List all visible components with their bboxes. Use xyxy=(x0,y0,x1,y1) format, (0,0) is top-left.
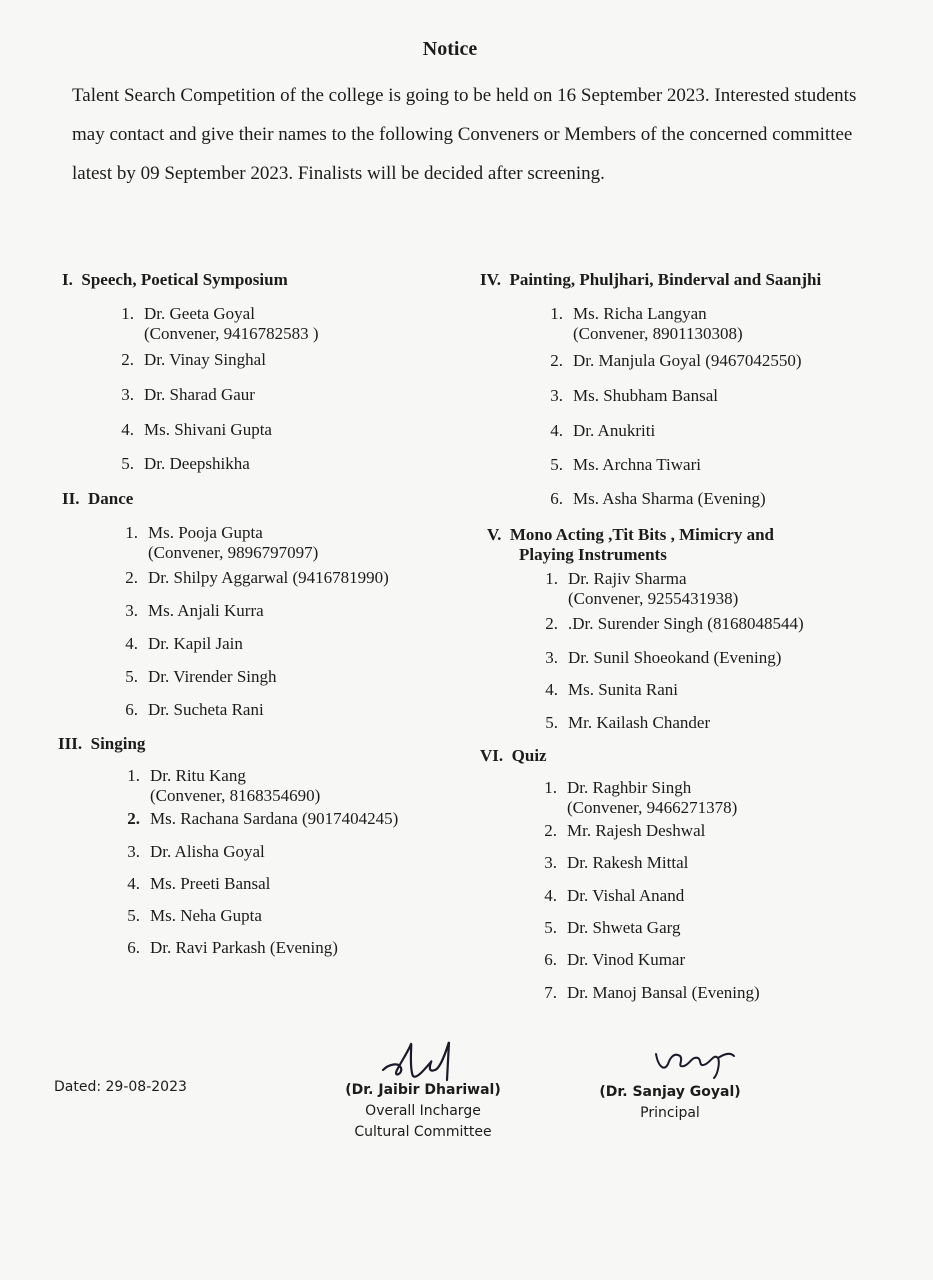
list-item: 3. Ms. Shubham Bansal xyxy=(550,386,718,405)
list-item: 5. Dr. Shweta Garg xyxy=(544,918,681,937)
list-item: 1. Dr. Geeta Goyal (Convener, 9416782583 ) xyxy=(121,304,319,343)
section-heading: III. Singing xyxy=(58,734,146,753)
list-item: 4. Ms. Preeti Bansal xyxy=(127,874,271,893)
principal-signature xyxy=(650,1044,740,1080)
section-quiz xyxy=(480,746,547,766)
list-item: 1. Dr. Ritu Kang (Convener, 8168354690) xyxy=(127,766,321,805)
list-item: 1. Ms. Richa Langyan (Convener, 8901130308) xyxy=(550,304,743,343)
section-dance xyxy=(62,489,133,509)
notice-title: Notice xyxy=(422,38,478,60)
notice-intro: Talent Search Competition of the college is going to be held on 16 September 2023. Interested students may contact and give their names to the following Conveners or Members of the concerned committee latest by 09 September 2023. Finalists will be decided after screening. xyxy=(72,85,857,184)
list-item: 2. Mr. Rajesh Deshwal xyxy=(544,821,706,840)
list-item: 4. Dr. Vishal Anand xyxy=(544,886,685,905)
list-item: 3. Ms. Anjali Kurra xyxy=(125,601,264,620)
list-item: 2. Dr. Shilpy Aggarwal (9416781990) xyxy=(125,568,389,587)
list-item: 1. Dr. Rajiv Sharma (Convener, 9255431938) xyxy=(545,569,739,608)
section-heading: V. Mono Acting ,Tit Bits , Mimicry and xyxy=(487,525,774,544)
list-item: 1. Ms. Pooja Gupta (Convener, 9896797097) xyxy=(125,523,319,562)
principal-role: Principal xyxy=(640,1105,700,1121)
list-item: 6. Dr. Sucheta Rani xyxy=(125,700,264,719)
list-item: 5. Ms. Neha Gupta xyxy=(127,906,262,925)
section-heading: VI. Quiz xyxy=(480,746,547,765)
incharge-committee: Cultural Committee xyxy=(354,1124,492,1140)
list-item: 2. Dr. Vinay Singhal xyxy=(121,350,266,369)
list-item: 1. Dr. Raghbir Singh (Convener, 9466271378) xyxy=(544,778,738,817)
list-item: 6. Dr. Ravi Parkash (Evening) xyxy=(127,938,338,957)
list-item: 6. Dr. Vinod Kumar xyxy=(544,950,686,969)
incharge-name: (Dr. Jaibir Dhariwal) xyxy=(345,1082,501,1098)
section-heading-line2: Playing Instruments xyxy=(519,545,667,564)
list-item: 3. Dr. Rakesh Mittal xyxy=(544,853,689,872)
section-heading: I. Speech, Poetical Symposium xyxy=(62,270,288,289)
section-singing xyxy=(58,734,145,754)
incharge-role: Overall Incharge xyxy=(365,1103,481,1119)
dated-line: Dated: 29-08-2023 xyxy=(54,1079,187,1095)
section-painting xyxy=(480,270,821,290)
list-item: 2. .Dr. Surender Singh (8168048544) xyxy=(545,614,804,633)
list-item: 3. Dr. Sunil Shoeokand (Evening) xyxy=(545,648,782,667)
list-item: 7. Dr. Manoj Bansal (Evening) xyxy=(544,983,760,1002)
list-item: 4. Dr. Kapil Jain xyxy=(125,634,243,653)
list-item: 3. Dr. Sharad Gaur xyxy=(121,385,255,404)
section-speech xyxy=(62,270,288,290)
list-item: 5. Mr. Kailash Chander xyxy=(545,713,711,732)
list-item: 3. Dr. Alisha Goyal xyxy=(127,842,265,861)
incharge-block xyxy=(318,1080,528,1143)
list-item: 4. Ms. Sunita Rani xyxy=(545,680,679,699)
section-heading: II. Dance xyxy=(62,489,134,508)
principal-name: (Dr. Sanjay Goyal) xyxy=(599,1084,741,1100)
list-item: 5. Dr. Deepshikha xyxy=(121,454,250,473)
list-item: 2. Dr. Manjula Goyal (9467042550) xyxy=(550,351,802,370)
list-item: 4. Dr. Anukriti xyxy=(550,421,656,440)
list-item: 5. Ms. Archna Tiwari xyxy=(550,455,701,474)
list-item: 6. Ms. Asha Sharma (Evening) xyxy=(550,489,766,508)
list-item: 5. Dr. Virender Singh xyxy=(125,667,277,686)
list-item: 2. Ms. Rachana Sardana (9017404245) xyxy=(127,809,399,828)
list-item: 4. Ms. Shivani Gupta xyxy=(121,420,272,439)
section-heading: IV. Painting, Phuljhari, Binderval and Saanjhi xyxy=(480,270,822,289)
section-mono-acting xyxy=(487,525,887,565)
principal-block xyxy=(580,1082,760,1124)
